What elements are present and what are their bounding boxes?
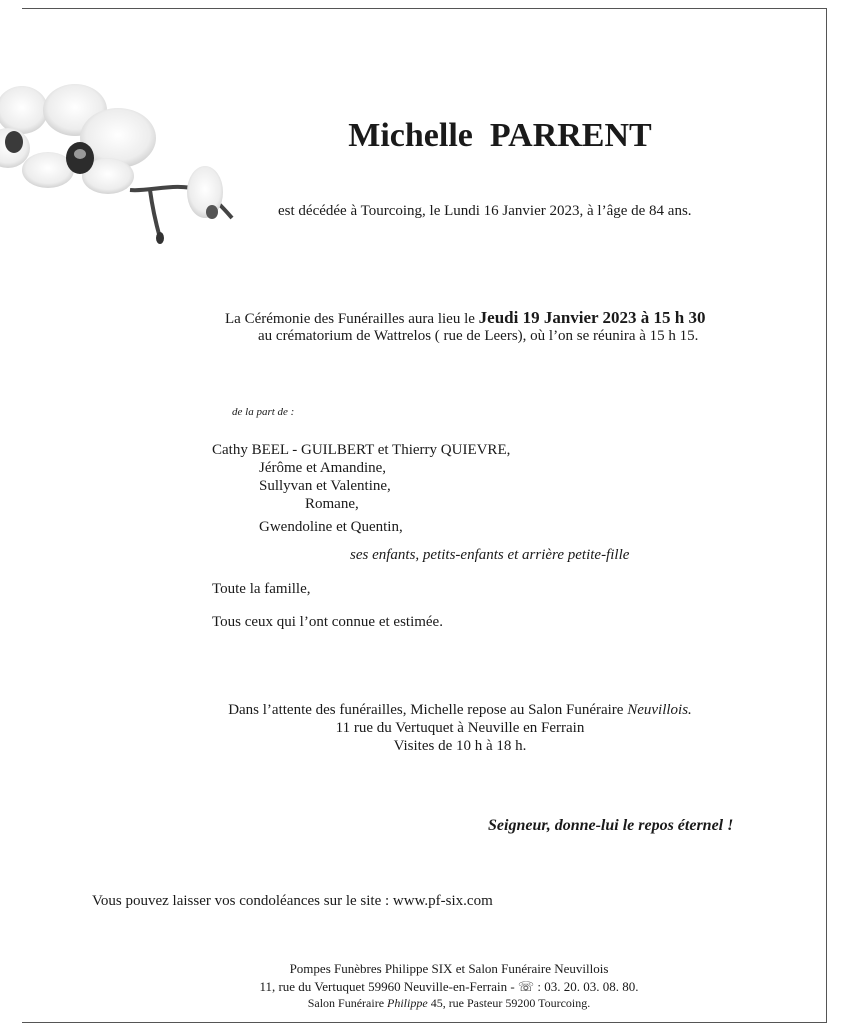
family-line: Sullyvan et Valentine, [259, 478, 391, 494]
prayer: Seigneur, donne-lui le repos éternel ! [488, 817, 734, 834]
footer-address: 11, rue du Vertuquet 59960 Neuville-en-Ferrain - ☏ : 03. 20. 03. 08. 80. [259, 979, 639, 994]
ceremony-date-time: Jeudi 19 Janvier 2023 à 15 h 30 [478, 308, 706, 327]
last-name: PARRENT [489, 117, 652, 154]
ceremony-place: au crématorium de Wattrelos ( rue de Leers), où l’on se réunira à 15 h 15. [258, 328, 699, 344]
family-line: Cathy BEEL - GUILBERT et Thierry QUIEVRE, [212, 442, 511, 458]
deceased-name [0, 117, 850, 155]
condolences-text: Vous pouvez laisser vos condoléances sur le site : www.pf-six.com [92, 893, 493, 909]
footer-salon [0, 996, 850, 1011]
from-label: de la part de : [232, 406, 295, 418]
resting-text: Dans l’attente des funérailles, Michelle repose au Salon Funéraire [228, 702, 628, 718]
visiting-hours: Visites de 10 h à 18 h. [393, 738, 527, 754]
salon-name: Neuvillois. [627, 702, 692, 718]
footer-salon-suffix: 45, rue Pasteur 59200 Tourcoing. [427, 996, 591, 1010]
first-name: Michelle [348, 117, 473, 154]
footer-salon-prefix: Salon Funéraire [307, 996, 388, 1010]
resting-line-2: 11 rue du Vertuquet à Neuville en Ferrain [335, 720, 585, 736]
death-notice: est décédée à Tourcoing, le Lundi 16 Janvier 2023, à l’âge de 84 ans. [278, 203, 692, 219]
whole-family: Toute la famille, [212, 581, 311, 597]
footer-salon-name: Philippe [387, 996, 428, 1010]
family-caption: ses enfants, petits-enfants et arrière petite-fille [350, 547, 630, 563]
footer-company: Pompes Funèbres Philippe SIX et Salon Funéraire Neuvillois [289, 961, 609, 976]
family-line: Jérôme et Amandine, [259, 460, 387, 476]
resting-line-1 [0, 702, 850, 719]
ceremony-intro: La Cérémonie des Funérailles aura lieu le [225, 311, 479, 327]
family-line: Gwendoline et Quentin, [259, 519, 403, 535]
family-line: Romane, [305, 496, 359, 512]
ceremony-line [225, 308, 706, 328]
all-who-knew: Tous ceux qui l’ont connue et estimée. [212, 614, 443, 630]
orchid-flower-image [0, 80, 250, 250]
